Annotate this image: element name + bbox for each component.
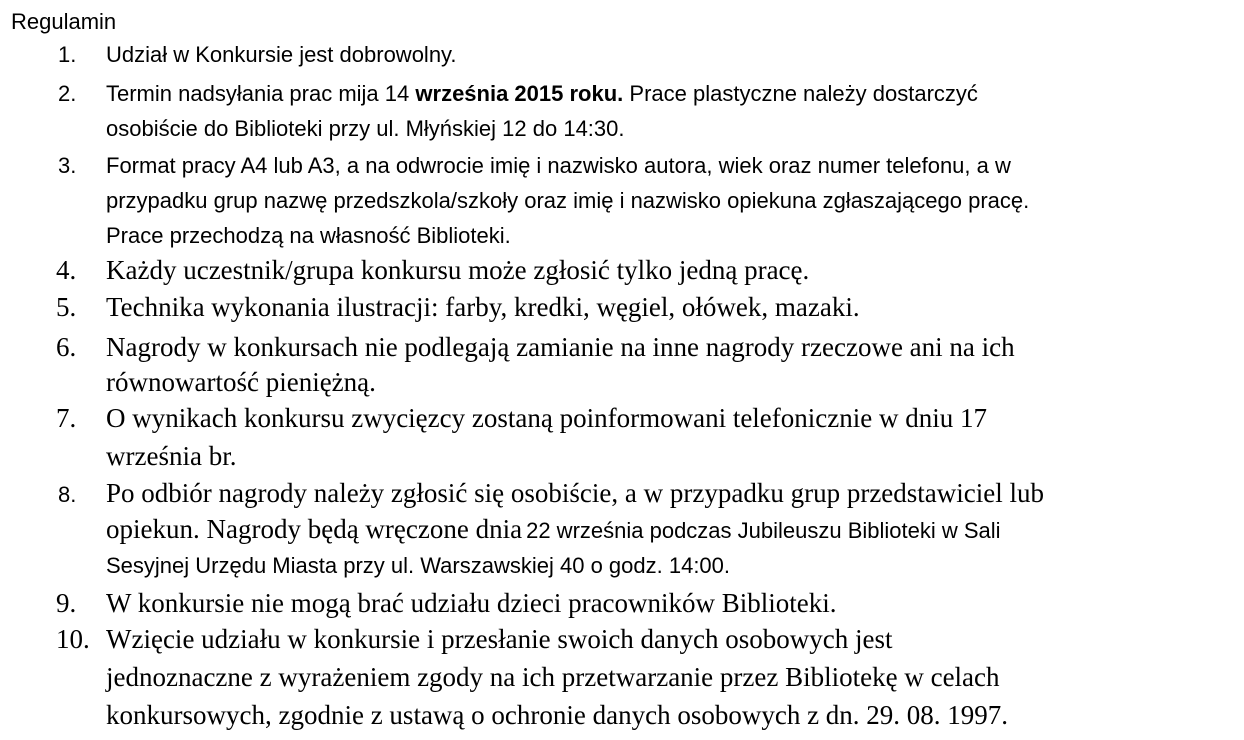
rule-text: W konkursie nie mogą brać udziału dzieci pracowników Biblioteki. (106, 588, 837, 618)
rule-number: 10. (56, 624, 90, 654)
rule-number: 1. (58, 42, 77, 67)
rule-text-part: 22 września podczas Jubileuszu Biblioteki w Sali (526, 518, 1001, 543)
rule-text: przypadku grup nazwę przedszkola/szkoły oraz imię i nazwisko opiekuna zgłaszającego pracę. (106, 188, 1030, 213)
rule-number: 9. (56, 588, 77, 618)
rule-text: Format pracy A4 lub A3, a na odwrocie imię i nazwisko autora, wiek oraz numer telefonu, a w (106, 153, 1011, 178)
rule-text (106, 514, 1001, 545)
rule-number: 8. (58, 482, 77, 507)
rule-text: Wzięcie udziału w konkursie i przesłanie swoich danych osobowych jest (106, 624, 893, 654)
rule-number: 3. (58, 153, 77, 178)
rule-text: równowartość pieniężną. (106, 367, 376, 397)
rule-text (106, 81, 978, 107)
rule-number: 5. (56, 292, 77, 322)
rule-text: Prace przechodzą na własność Biblioteki. (106, 223, 511, 248)
rule-text-part: Prace plastyczne należy dostarczyć (629, 81, 978, 106)
document-title: Regulamin (11, 9, 117, 34)
rule-text: Każdy uczestnik/grupa konkursu może zgłosić tylko jedną pracę. (106, 255, 810, 285)
rule-text: Po odbiór nagrody należy zgłosić się osobiście, a w przypadku grup przedstawiciel lub (106, 478, 1044, 508)
rule-text-bold: września 2015 roku. (415, 81, 624, 106)
rule-text: osobiście do Biblioteki przy ul. Młyńskiej 12 do 14:30. (106, 116, 625, 141)
rule-number: 7. (56, 403, 77, 433)
rule-text: jednoznaczne z wyrażeniem zgody na ich przetwarzanie przez Bibliotekę w celach (106, 662, 1000, 692)
rule-text: Udział w Konkursie jest dobrowolny. (106, 42, 457, 67)
rule-text-part: opiekun. Nagrody będą wręczone dnia (106, 514, 523, 544)
rule-text: Nagrody w konkursach nie podlegają zamianie na inne nagrody rzeczowe ani na ich (106, 332, 1015, 362)
rule-text: września br. (106, 441, 237, 471)
rule-text: konkursowych, zgodnie z ustawą o ochronie danych osobowych z dn. 29. 08. 1997. (106, 700, 1009, 730)
rule-number: 2. (58, 81, 77, 106)
rule-text-part: Termin nadsyłania prac mija 14 (106, 81, 410, 106)
rule-text: Technika wykonania ilustracji: farby, kredki, węgiel, ołówek, mazaki. (106, 292, 860, 322)
rule-number: 4. (56, 255, 77, 285)
rule-text: Sesyjnej Urzędu Miasta przy ul. Warszawskiej 40 o godz. 14:00. (106, 553, 731, 578)
rule-number: 6. (56, 332, 77, 362)
rule-text: O wynikach konkursu zwycięzcy zostaną poinformowani telefonicznie w dniu 17 (106, 403, 987, 433)
